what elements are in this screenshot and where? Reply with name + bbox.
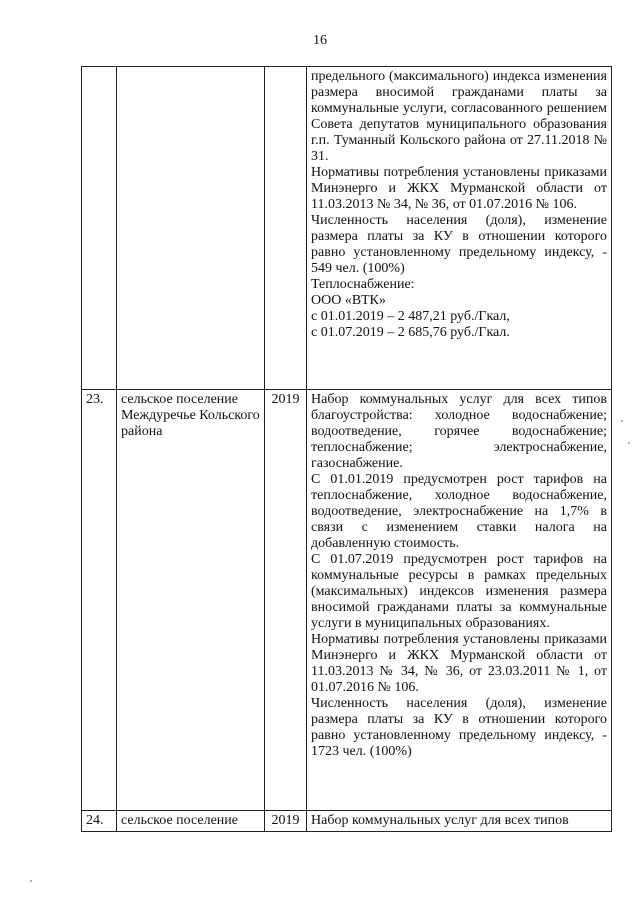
row-number-cell: 23. — [82, 390, 117, 811]
description-paragraph: Набор коммунальных услуг для всех типов — [311, 813, 569, 828]
table-row — [82, 390, 612, 811]
description-paragraph: Численность населения (доля), изменение размера платы за КУ в отношении которого равно установленному предельному индексу, - 1723 чел. (100%) — [311, 696, 607, 759]
municipality-cell: сельское поселение Междуречье Кольского района — [117, 390, 265, 811]
table-row — [82, 67, 612, 390]
scan-speck — [621, 420, 623, 422]
description-paragraph: предельного (максимального) индекса изменения размера вносимой гражданами платы за коммунальные услуги, согласованного решением Совета депутатов муниципального образования г.п. Туманный Кольского района от 27.11.2018 № 31. — [311, 69, 607, 164]
description-paragraph: Набор коммунальных услуг для всех типов благоустройства: холодное водоснабжение; водоотведение, горячее водоснабжение; теплоснабжение; электроснабжение, газоснабжение. — [311, 392, 607, 471]
municipality-cell — [117, 67, 265, 390]
scan-speck — [628, 442, 630, 444]
description-paragraph: С 01.01.2019 предусмотрен рост тарифов на теплоснабжение, холодное водоснабжение, водоотведение, электроснабжение на 1,7% в связи с изменением ставки налога на добавленную стоимость. — [311, 472, 607, 551]
description-cell — [307, 67, 612, 390]
year-cell: 2019 — [265, 390, 307, 811]
scan-speck — [30, 880, 32, 882]
page-number: 16 — [313, 33, 327, 48]
description-paragraph: ООО «ВТК» — [311, 293, 386, 308]
description-cell — [307, 390, 612, 811]
year-cell — [265, 67, 307, 390]
row-number-cell: 24. — [82, 811, 117, 832]
description-paragraph: с 01.07.2019 – 2 685,76 руб./Гкал. — [311, 325, 510, 340]
description-paragraph: Нормативы потребления установлены приказами Минэнерго и ЖКХ Мурманской области от 11.03.2013 № 34, № 36, от 01.07.2016 № 106. — [311, 165, 607, 212]
description-paragraph: Нормативы потребления установлены приказами Минэнерго и ЖКХ Мурманской области от 11.03.2013 № 34, № 36, от 23.03.2011 № 1, от 01.07.2016 № 106. — [311, 632, 607, 695]
year-cell: 2019 — [265, 811, 307, 832]
description-paragraph: С 01.07.2019 предусмотрен рост тарифов на коммунальные ресурсы в рамках предельных (максимальных) индексов изменения размера вносимой гражданами платы за коммунальные услуги в муниципальных образованиях. — [311, 552, 607, 631]
table-row — [82, 811, 612, 832]
description-cell — [307, 811, 612, 832]
municipality-cell: сельское поселение — [117, 811, 265, 832]
row-number-cell — [82, 67, 117, 390]
description-paragraph: Численность населения (доля), изменение размера платы за КУ в отношении которого равно установленному предельному индексу, - 549 чел. (100%) — [311, 213, 607, 276]
tariff-table — [81, 66, 612, 832]
description-paragraph: с 01.01.2019 – 2 487,21 руб./Гкал, — [311, 309, 510, 324]
description-paragraph: Теплоснабжение: — [311, 277, 415, 292]
